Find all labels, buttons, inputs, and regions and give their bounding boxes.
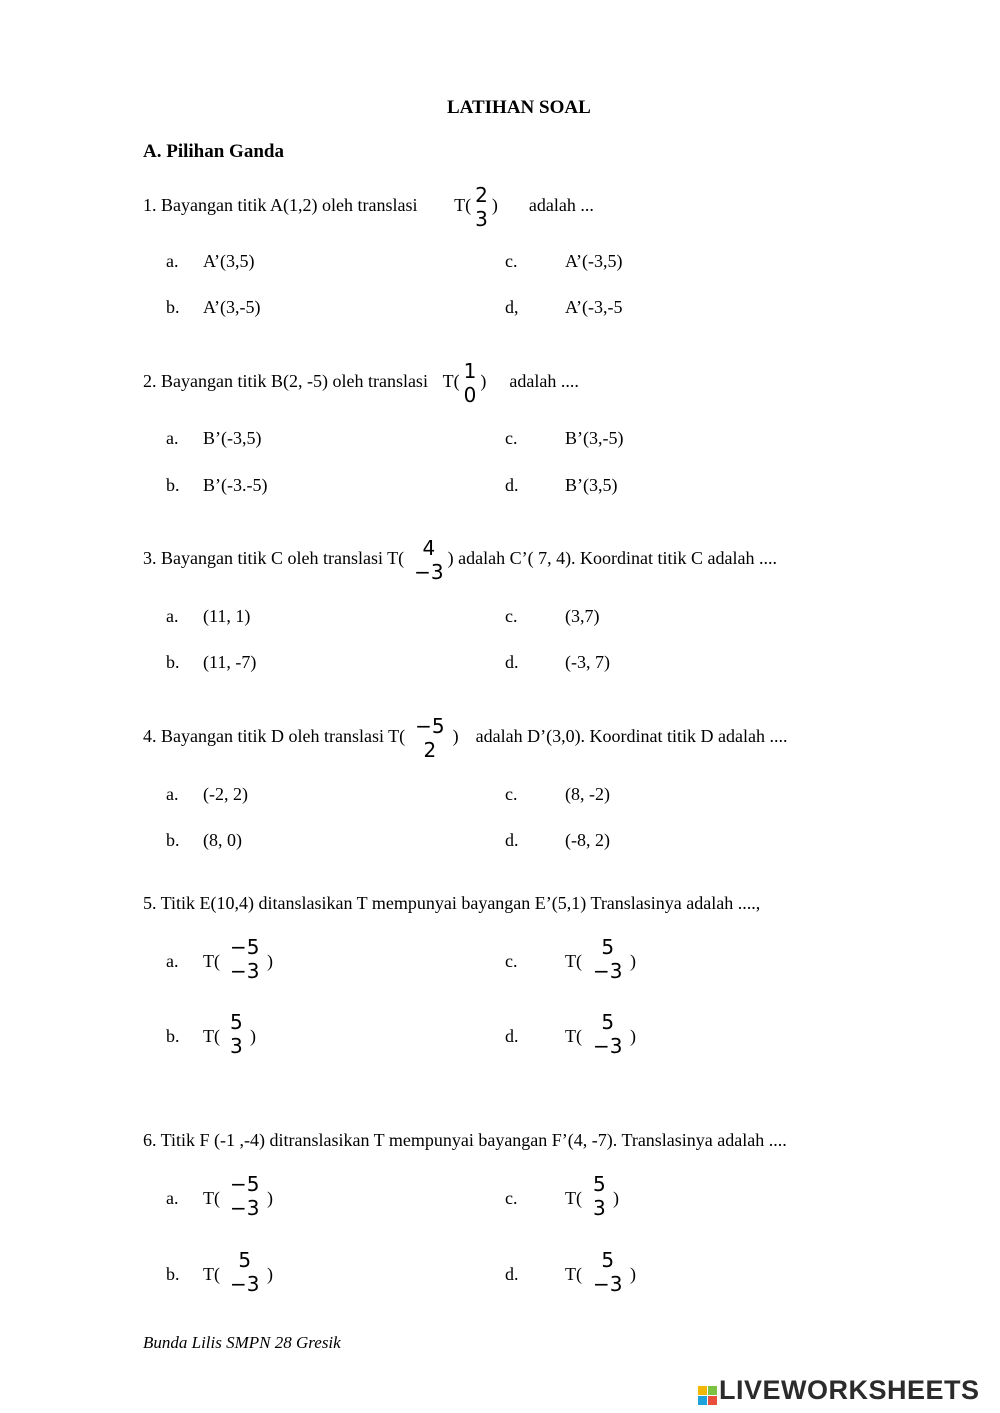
option-4b[interactable]: b. (8, 0)	[166, 830, 242, 850]
page-title: LATIHAN SOAL	[447, 97, 591, 118]
translation-vector: −5 −3	[230, 1172, 260, 1220]
option-1a[interactable]: a. A’(3,5)	[166, 251, 255, 271]
translation-vector: 2 3	[475, 183, 488, 231]
question-text: 1. Bayangan titik A(1,2) oleh translasi	[143, 195, 418, 216]
translation-vector: 5 3	[593, 1172, 606, 1220]
option-4a[interactable]: a. (-2, 2)	[166, 784, 248, 804]
question-text: 3. Bayangan titik C oleh translasi T(	[143, 548, 405, 569]
question-2: 2. Bayangan titik B(2, -5) oleh translasi T( 1 0 ) adalah ....	[143, 359, 579, 407]
translation-vector: 5 −3	[593, 1010, 623, 1058]
translation-vector: 4 −3	[414, 536, 444, 584]
option-4d[interactable]: d. (-8, 2)	[505, 830, 610, 850]
option-3a[interactable]: a. (11, 1)	[166, 606, 251, 626]
question-text: 2. Bayangan titik B(2, -5) oleh translasi	[143, 371, 428, 392]
option-1d[interactable]: d, A’(-3,-5	[505, 297, 623, 317]
question-text: 4. Bayangan titik D oleh translasi T(	[143, 726, 406, 747]
question-5: 5. Titik E(10,4) ditanslasikan T mempunyai bayangan E’(5,1) Translasinya adalah ....,	[143, 893, 761, 913]
section-heading: A. Pilihan Ganda	[143, 141, 284, 162]
question-6: 6. Titik F (-1 ,-4) ditranslasikan T mempunyai bayangan F’(4, -7). Translasinya adalah ....	[143, 1130, 787, 1150]
option-2b[interactable]: b. B’(-3.-5)	[166, 475, 268, 495]
translation-vector: −5 2	[415, 714, 445, 762]
footer-author: Bunda Lilis SMPN 28 Gresik	[143, 1333, 341, 1352]
translation-vector: 5 −3	[593, 935, 623, 983]
option-2a[interactable]: a. B’(-3,5)	[166, 428, 262, 448]
question-4: 4. Bayangan titik D oleh translasi T( −5 2 ) adalah D’(3,0). Koordinat titik D adalah ....	[143, 714, 788, 762]
translation-vector: 5 −3	[230, 1248, 260, 1296]
option-1b[interactable]: b. A’(3,-5)	[166, 297, 261, 317]
translation-label: T(	[454, 195, 472, 216]
translation-vector: 5 −3	[593, 1248, 623, 1296]
translation-vector: 1 0	[463, 359, 477, 407]
option-1c[interactable]: c. A’(-3,5)	[505, 251, 623, 271]
option-3c[interactable]: c. (3,7)	[505, 606, 600, 626]
translation-vector: −5 −3	[230, 935, 260, 983]
option-4c[interactable]: c. (8, -2)	[505, 784, 610, 804]
question-1: 1. Bayangan titik A(1,2) oleh translasi T( 2 3 ) adalah ...	[143, 183, 594, 231]
option-2c[interactable]: c. B’(3,-5)	[505, 428, 624, 448]
option-3d[interactable]: d. (-3, 7)	[505, 652, 610, 672]
option-3b[interactable]: b. (11, -7)	[166, 652, 257, 672]
translation-vector: 5 3	[230, 1010, 243, 1058]
liveworksheets-logo-icon	[698, 1386, 717, 1405]
option-2d[interactable]: d. B’(3,5)	[505, 475, 618, 495]
question-3: 3. Bayangan titik C oleh translasi T( 4 −3 ) adalah C’( 7, 4). Koordinat titik C adalah ....	[143, 536, 778, 584]
liveworksheets-brand: LIVEWORKSHEETS	[698, 1375, 980, 1406]
